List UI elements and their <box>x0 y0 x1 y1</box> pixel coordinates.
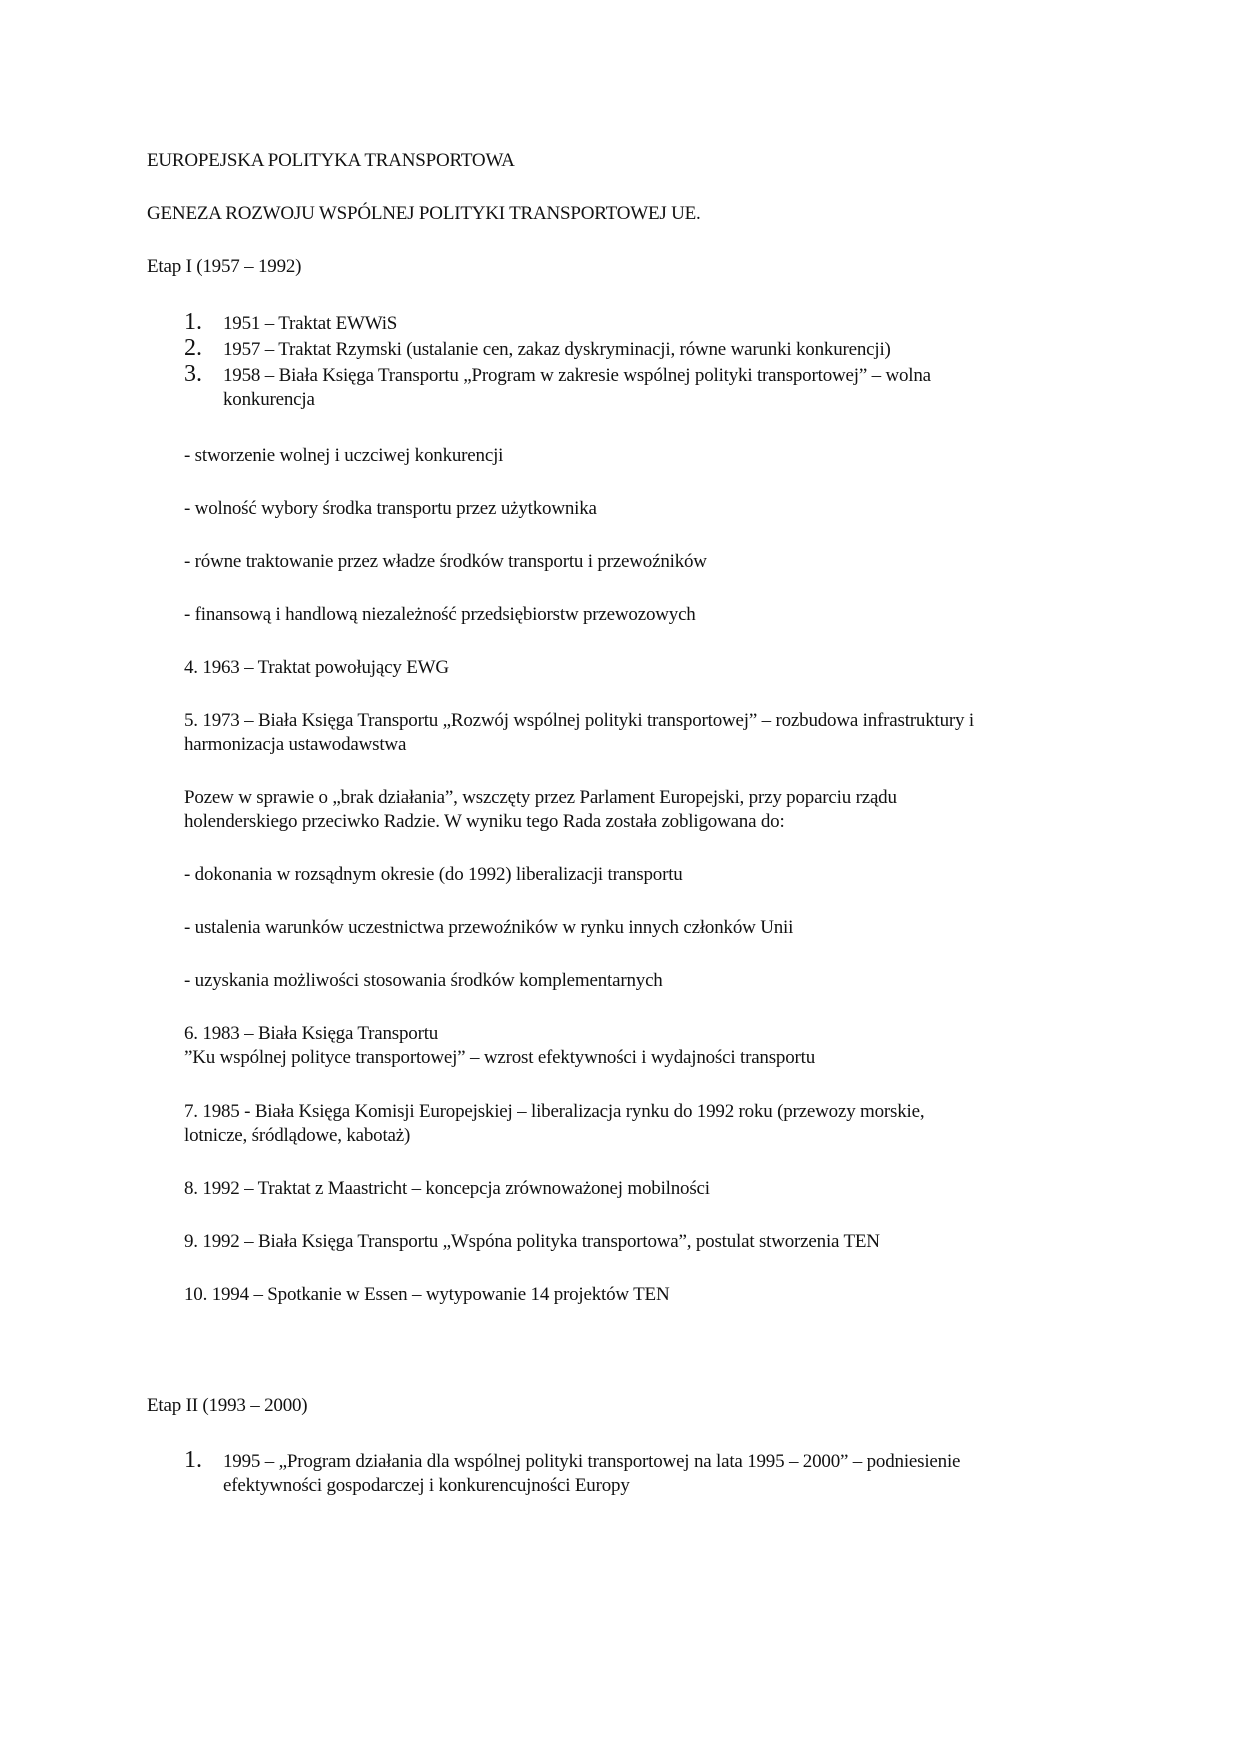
stage1-heading: Etap I (1957 – 1992) <box>147 256 302 277</box>
list-item-8: 8. 1992 – Traktat z Maastricht – koncepcja zrównoważonej mobilności <box>184 1178 710 1199</box>
doc-title: EUROPEJSKA POLITYKA TRANSPORTOWA <box>147 150 515 171</box>
list-item-5-continuation: harmonizacja ustawodawstwa <box>184 734 407 755</box>
list-item-10: 10. 1994 – Spotkanie w Essen – wytypowanie 14 projektów TEN <box>184 1284 670 1305</box>
list-item-6-continuation: ”Ku wspólnej polityce transportowej” – wzrost efektywności i wydajności transportu <box>184 1047 816 1068</box>
bullet-line: - równe traktowanie przez władze środków transportu i przewoźników <box>184 551 707 572</box>
list-item-continuation: konkurencja <box>223 389 315 410</box>
list-number: 1. <box>184 1447 202 1473</box>
doc-subtitle: GENEZA ROZWOJU WSPÓLNEJ POLITYKI TRANSPORTOWEJ UE. <box>147 203 701 224</box>
list-item-6: 6. 1983 – Biała Księga Transportu <box>184 1023 439 1044</box>
list-number: 3. <box>184 361 202 387</box>
list-item: 1958 – Biała Księga Transportu „Program w zakresie wspólnej polityki transportowej” – wolna <box>223 365 931 386</box>
list-item-9: 9. 1992 – Biała Księga Transportu „Wspóna polityka transportowa”, postulat stworzenia TEN <box>184 1231 880 1252</box>
bullet-line: - finansową i handlową niezależność przedsiębiorstw przewozowych <box>184 604 696 625</box>
bullet-line: - ustalenia warunków uczestnictwa przewoźników w rynku innych członków Unii <box>184 917 794 938</box>
list-item-continuation: efektywności gospodarczej i konkurencujności Europy <box>223 1475 630 1496</box>
paragraph-line: holenderskiego przeciwko Radzie. W wyniku tego Rada została zobligowana do: <box>184 811 785 832</box>
list-item: 1995 – „Program działania dla wspólnej polityki transportowej na lata 1995 – 2000” – podniesienie <box>223 1451 961 1472</box>
list-number: 1. <box>184 309 202 335</box>
paragraph-line: Pozew w sprawie o „brak działania”, wszczęty przez Parlament Europejski, przy poparciu rządu <box>184 787 897 808</box>
bullet-line: - wolność wybory środka transportu przez użytkownika <box>184 498 597 519</box>
bullet-line: - stworzenie wolnej i uczciwej konkurencji <box>184 445 504 466</box>
list-item-4: 4. 1963 – Traktat powołujący EWG <box>184 657 449 678</box>
list-item-7-continuation: lotnicze, śródlądowe, kabotaż) <box>184 1125 411 1146</box>
bullet-line: - dokonania w rozsądnym okresie (do 1992) liberalizacji transportu <box>184 864 683 885</box>
bullet-line: - uzyskania możliwości stosowania środków komplementarnych <box>184 970 663 991</box>
list-item-7: 7. 1985 - Biała Księga Komisji Europejskiej – liberalizacja rynku do 1992 roku (przewozy morskie, <box>184 1101 925 1122</box>
list-number: 2. <box>184 335 202 361</box>
stage2-heading: Etap II (1993 – 2000) <box>147 1395 308 1416</box>
list-item-5: 5. 1973 – Biała Księga Transportu „Rozwój wspólnej polityki transportowej” – rozbudowa infrastruktury i <box>184 710 974 731</box>
list-item: 1957 – Traktat Rzymski (ustalanie cen, zakaz dyskryminacji, równe warunki konkurencji) <box>223 339 891 360</box>
list-item: 1951 – Traktat EWWiS <box>223 313 398 334</box>
